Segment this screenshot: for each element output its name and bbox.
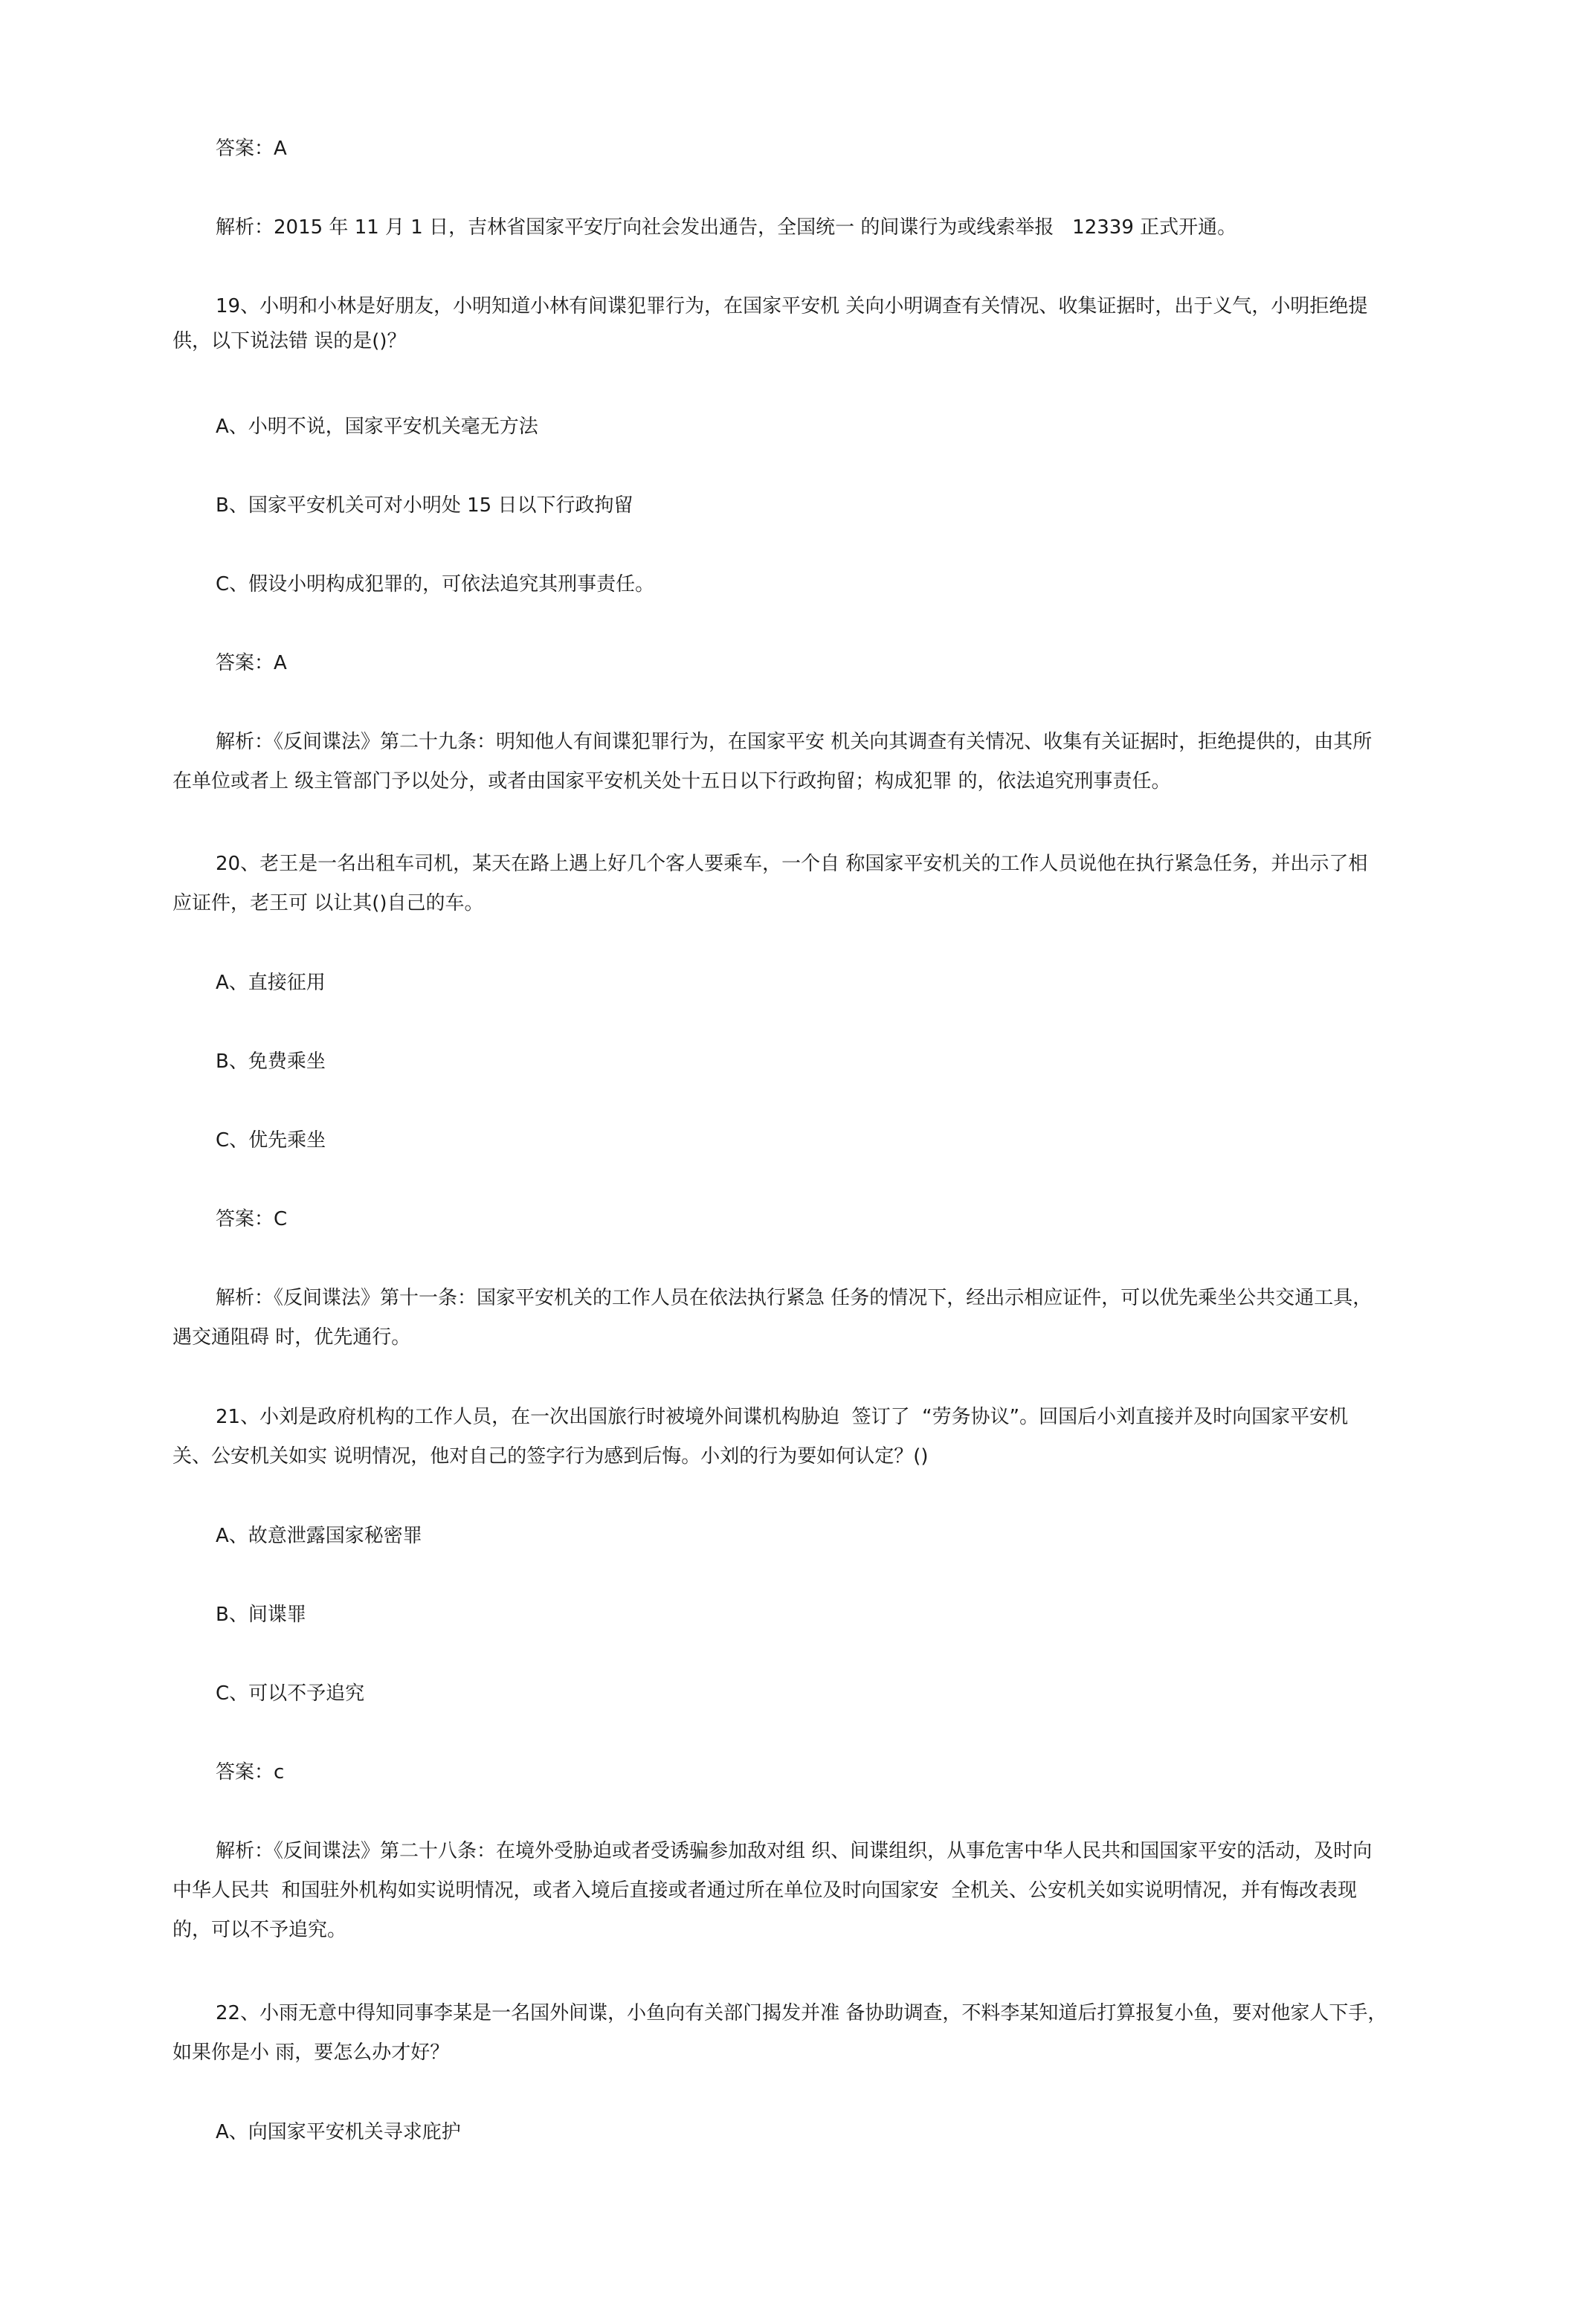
question-20-line-2: 应证件，老王可 以让其()自己的车。 [172,892,484,914]
option-20-c: C、优先乘坐 [216,1129,326,1152]
question-19-line-1: 19、小明和小林是好朋友，小明知道小林有间谍犯罪行为，在国家平安机 关向小明调查有关情况、收集证据时，出于义气，小明拒绝提 [216,295,1368,317]
explanation-18: 解析：2015 年 11 月 1 日，吉林省国家平安厅向社会发出通告，全国统一 的间谍行为或线索举报 12339 正式开通。 [216,216,1237,239]
question-19-line-2: 供，以下说法错 误的是()？ [172,330,407,352]
answer-line-19: 答案：A [216,652,287,674]
option-19-c: C、假设小明构成犯罪的，可依法追究其刑事责任。 [216,573,655,595]
option-21-c: C、可以不予追究 [216,1682,365,1705]
question-22-line-2: 如果你是小 雨，要怎么办才好？ [172,2041,450,2064]
explanation-21-line-2: 中华人民共 和国驻外机构如实说明情况，或者入境后直接或者通过所在单位及时向国家安 全机关、公安机关如实说明情况，并有悔改表现 [172,1879,1358,1902]
question-21-line-2: 关、公安机关如实 说明情况，他对自己的签字行为感到后悔。小刘的行为要如何认定？() [172,1445,929,1468]
explanation-19-line-2: 在单位或者上 级主管部门予以处分，或者由国家平安机关处十五日以下行政拘留；构成犯罪 的，依法追究刑事责任。 [172,770,1171,793]
explanation-20-line-1: 解析：《反间谍法》第十一条：国家平安机关的工作人员在依法执行紧急 任务的情况下，经出示相应证件，可以优先乘坐公共交通工具， [216,1287,1373,1309]
explanation-20-line-2: 遇交通阻碍 时，优先通行。 [172,1326,411,1349]
option-19-b: B、国家平安机关可对小明处 15 日以下行政拘留 [216,494,633,517]
explanation-19-line-1: 解析：《反间谍法》第二十九条：明知他人有间谍犯罪行为，在国家平安 机关向其调查有关情况、收集有关证据时，拒绝提供的，由其所 [216,731,1373,753]
answer-line-20: 答案：C [216,1208,288,1230]
option-21-a: A、故意泄露国家秘密罪 [216,1525,422,1547]
option-21-b: B、间谍罪 [216,1604,306,1626]
option-22-a: A、向国家平安机关寻求庇护 [216,2121,461,2143]
answer-line-21: 答案：c [216,1761,285,1784]
question-21-line-1: 21、小刘是政府机构的工作人员，在一次出国旅行时被境外间谍机构胁迫 签订了 “劳务协议”。回国后小刘直接并及时向国家平安机 [216,1406,1349,1428]
explanation-21-line-3: 的，可以不予追究。 [172,1919,347,1941]
question-22-line-1: 22、小雨无意中得知同事李某是一名国外间谍，小鱼向有关部门揭发并准 备协助调查，不料李某知道后打算报复小鱼，要对他家人下手， [216,2002,1387,2024]
option-19-a: A、小明不说，国家平安机关毫无方法 [216,416,538,438]
explanation-21-line-1: 解析：《反间谍法》第二十八条：在境外受胁迫或者受诱骗参加敌对组 织、间谍组织，从事危害中华人民共和国国家平安的活动，及时向 [216,1840,1373,1862]
option-20-a: A、直接征用 [216,972,326,994]
option-20-b: B、免费乘坐 [216,1050,326,1073]
question-20-line-1: 20、老王是一名出租车司机，某天在路上遇上好几个客人要乘车，一个自 称国家平安机关的工作人员说他在执行紧急任务，并出示了相 [216,853,1368,875]
answer-line-18: 答案：A [216,138,287,160]
